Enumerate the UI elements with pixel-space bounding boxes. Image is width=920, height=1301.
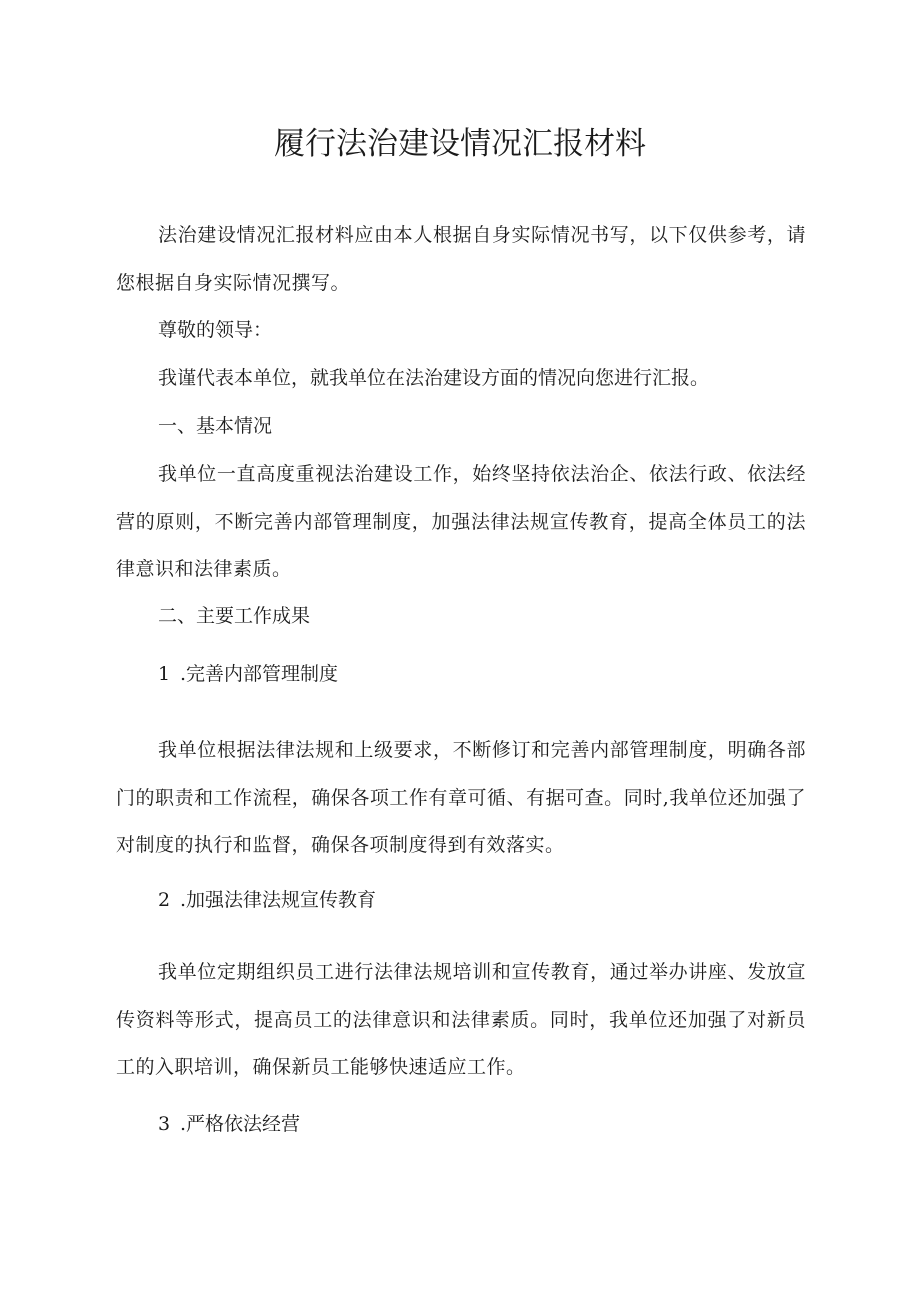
item-2-body: 我单位定期组织员工进行法律法规培训和宣传教育，通过举办讲座、发放宣传资料等形式，提高员工的法律意识和法律素质。同时，我单位还加强了对新员工的入职培训，确保新员工能够快速适应工作。 [116,961,806,1078]
item-1-body: 我单位根据法律法规和上级要求，不断修订和完善内部管理制度，明确各部门的职责和工作流程，确保各项工作有章可循、有据可查。同时,我单位还加强了对制度的执行和监督，确保各项制度得到有效落实。 [116,739,806,856]
opening-paragraph: 我谨代表本单位，就我单位在法治建设方面的情况向您进行汇报。 [158,367,710,389]
salutation: 尊敬的领导： [158,319,273,341]
item-3-heading [158,1101,300,1149]
intro-paragraph: 法治建设情况汇报材料应由本人根据自身实际情况书写，以下仅供参考，请您根据自身实际情况撰写。 [116,224,806,294]
document-title: 履行法治建设情况汇报材料 [274,126,646,162]
item-1-title: .完善内部管理制度 [180,663,339,685]
section-1-body: 我单位一直高度重视法治建设工作，始终坚持依法治企、依法行政、依法经营的原则，不断完善内部管理制度，加强法律法规宣传教育，提高全体员工的法律意识和法律素质。 [116,463,806,580]
item-2-number: 2 [158,889,171,911]
item-1-number: 1 [158,663,171,685]
item-3-title: .严格依法经营 [180,1113,301,1135]
item-1-heading [158,651,338,699]
section-2-heading: 二、主要工作成果 [158,605,311,627]
item-3-number: 3 [158,1113,171,1135]
item-2-title: .加强法律法规宣传教育 [180,889,377,911]
section-1-heading: 一、基本情况 [158,415,273,437]
item-2-heading [158,877,376,925]
